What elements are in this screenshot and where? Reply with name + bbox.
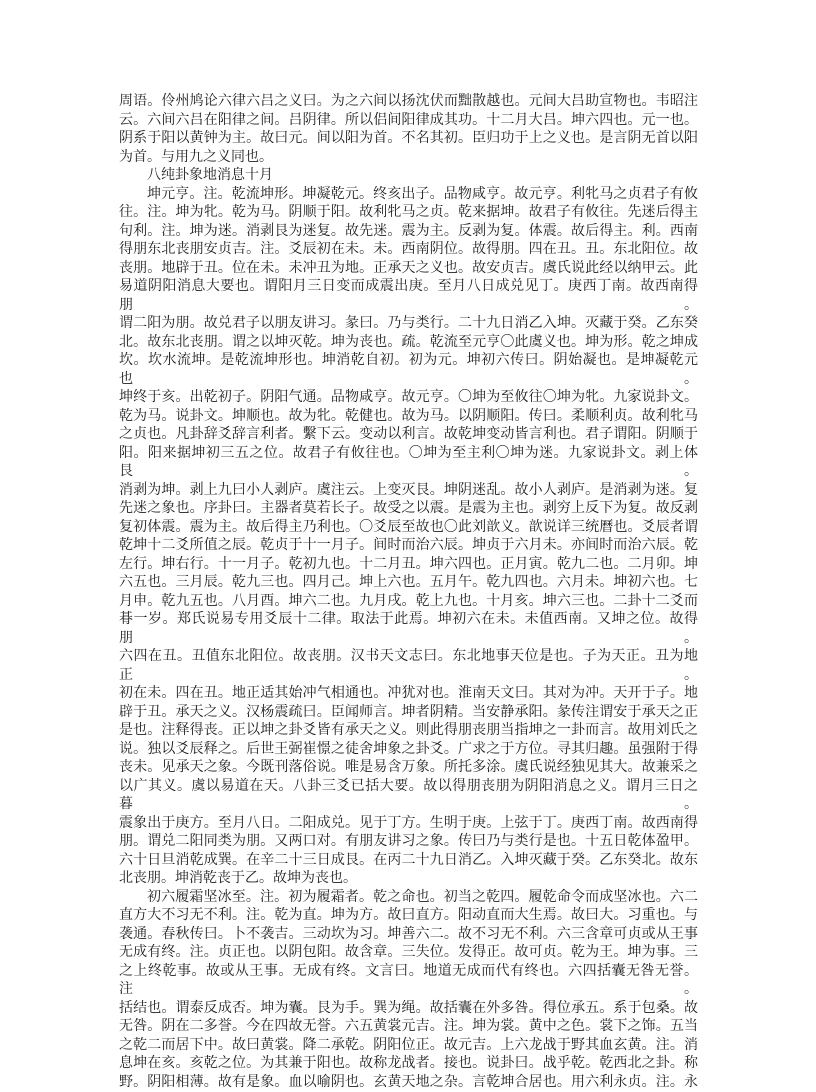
text-line: 息坤在亥。亥乾之位。为其兼于阳也。故称龙战者。接也。说卦曰。战乎乾。乾西北之卦。称 [119, 1055, 698, 1074]
text-line: 坎。坎水流坤。是乾流坤形也。坤消乾自初。初为元。坤初六传曰。阴始凝也。是坤凝乾元也。 [119, 352, 698, 389]
text-line: 以广其义。虞以易道在天。八卦三爻已括大要。故以得朋丧朋为阴阳消息之义。谓月三日之暮。 [119, 778, 698, 815]
text-line: 是也。注释得丧。正以坤之卦爻皆有承天之义。则此得朋丧朋当指坤之一卦而言。故用刘氏之 [119, 722, 698, 741]
text-line: 阴系于阳以黄钟为主。故曰元。间以阳为首。不名其初。臣归功于上之义也。是言阴无首以阳 [119, 130, 698, 149]
section-heading: 八纯卦象地消息十月 [119, 167, 698, 186]
text-line: 乾坤十二爻所值之辰。乾贞于十一月子。间时而治六辰。坤贞于六月未。亦间时而治六辰。乾 [119, 537, 698, 556]
text-block [119, 93, 698, 1092]
text-line: 初六履霜坚冰至。注。初为履霜者。乾之命也。初当之乾四。履乾命令而成坚冰也。六二 [119, 889, 698, 908]
text-line: 复初体震。震为主。故后得主乃利也。〇爻辰至故也〇此刘歆义。歆说详三统曆也。爻辰者谓 [119, 519, 698, 538]
text-line: 无成有终。注。贞正也。以阴包阳。故含章。三失位。发得正。故可贞。乾为王。坤为事。三 [119, 944, 698, 963]
text-line: 初在未。四在丑。地正适其始冲气相通也。冲犹对也。淮南天文曰。其对为冲。天开于子。地 [119, 685, 698, 704]
text-line: 丧未。见承天之象。今既刊落俗说。唯是易含万象。所托多涂。虞氏说经独见其大。故兼采之 [119, 759, 698, 778]
text-line: 为首。与用九之义同也。 [119, 149, 698, 168]
text-line: 括结也。谓泰反成否。坤为囊。艮为手。巽为绳。故括囊在外多咎。得位承五。系于包桑。故 [119, 1000, 698, 1019]
text-line: 得朋东北丧朋安贞吉。注。爻辰初在未。未。西南阴位。故得朋。四在丑。丑。东北阳位。故 [119, 241, 698, 260]
text-line: 云。六间六吕在阳律之间。吕阴律。所以侣间阳律成其功。十二月大吕。坤六四也。元一也。 [119, 112, 698, 131]
text-line: 六四在丑。丑值东北阳位。故丧朋。汉书天文志曰。东北地事天位是也。子为天正。丑为地正。 [119, 648, 698, 685]
text-line: 野。阴阳相薄。故有是象。血以喻阴也。玄黄天地之杂。言乾坤合居也。用六利永贞。注。永 [119, 1074, 698, 1092]
text-line: 左行。坤右行。十一月子。乾初九也。十二月丑。坤六四也。正月寅。乾九二也。二月卯。坤 [119, 556, 698, 575]
text-line: 易道阴阳消息大要也。谓阳月三日变而成震出庚。至月八日成兑见丁。庚西丁南。故西南得朋。 [119, 278, 698, 315]
text-line: 之上终乾事。故或从王事。无成有终。文言曰。地道无成而代有终也。六四括囊无咎无誉。注。 [119, 963, 698, 1000]
text-line: 丧朋。地辟于丑。位在未。未冲丑为地。正承天之义也。故安贞吉。虞氏说此经以纳甲云。此 [119, 260, 698, 279]
text-line: 北。故东北丧朋。谓之以坤灭乾。坤为丧也。疏。乾流至元亨〇此虞义也。坤为形。乾之坤成 [119, 334, 698, 353]
text-line: 朞一岁。郑氏说易专用爻辰十二律。取法于此焉。坤初六在未。未值西南。又坤之位。故得朋。 [119, 611, 698, 648]
text-line: 句利。注。坤为迷。消剥艮为迷复。故先迷。震为主。反剥为复。体震。故后得主。利。西南 [119, 223, 698, 242]
text-line: 震象出于庚方。至月八日。二阳成兑。见于丁方。生明于庚。上弦于丁。庚西丁南。故西南得 [119, 815, 698, 834]
text-line: 谓二阳为朋。故兑君子以朋友讲习。彖曰。乃与类行。二十九日消乙入坤。灭藏于癸。乙东癸 [119, 315, 698, 334]
text-line: 之乾二而居下中。故曰黄裳。降二承乾。阴阳位正。故元吉。上六龙战于野其血玄黄。注。消 [119, 1037, 698, 1056]
text-line: 阳。阳来据坤初三五之位。故君子有攸往也。〇坤为至主利〇坤为迷。九家说卦文。剥上体艮。 [119, 445, 698, 482]
text-line: 朋。谓兑二阳同类为朋。又两口对。有朋友讲习之象。传曰乃与类行是也。十五日乾体盈甲。 [119, 833, 698, 852]
text-line: 北丧朋。坤消乾丧于乙。故坤为丧也。 [119, 870, 698, 889]
text-line: 辟于丑。承天之义。汉杨震疏曰。臣闻师言。坤者阴精。当安静承阳。彖传注谓安于承天之正 [119, 704, 698, 723]
text-line: 袭通。春秋传曰。卜不袭吉。三动坎为习。坤善六二。故不习无不利。六三含章可贞或从王事 [119, 926, 698, 945]
text-line: 乾为马。说卦文。坤顺也。故为牝。乾健也。故为马。以阴顺阳。传曰。柔顺利贞。故利牝马 [119, 408, 698, 427]
text-line: 周语。伶州鸠论六律六吕之义曰。为之六间以扬沈伏而黜散越也。元间大吕助宣物也。韦昭注 [119, 93, 698, 112]
text-line: 直方大不习无不利。注。乾为直。坤为方。故曰直方。阳动直而大生焉。故曰大。习重也。与 [119, 907, 698, 926]
text-line: 往。注。坤为牝。乾为马。阴顺于阳。故利牝马之贞。乾来据坤。故君子有攸往。先迷后得主 [119, 204, 698, 223]
text-line: 说。独以爻辰释之。后世王弼崔憬之徒舍坤象之卦爻。广求之于方位。寻其归趣。虽强附于得 [119, 741, 698, 760]
text-line: 先迷之象也。序卦曰。主器者莫若长子。故受之以震。是震为主也。剥穷上反下为复。故反剥 [119, 500, 698, 519]
text-line: 坤终于亥。出乾初子。阴阳气通。品物咸亨。故元亨。〇坤为至攸往〇坤为牝。九家说卦文。 [119, 389, 698, 408]
text-line: 六五也。三月辰。乾九三也。四月己。坤上六也。五月午。乾九四也。六月未。坤初六也。七 [119, 574, 698, 593]
text-line: 坤元亨。注。乾流坤形。坤凝乾元。终亥出子。品物咸亨。故元亨。利牝马之贞君子有攸 [119, 186, 698, 205]
text-line: 消剥为坤。剥上九曰小人剥庐。虞注云。上变灭艮。坤阴迷乱。故小人剥庐。是消剥为迷。复 [119, 482, 698, 501]
text-line: 无咎。阴在二多誉。今在四故无誉。六五黄裳元吉。注。坤为裳。黄中之色。裳下之饰。五当 [119, 1018, 698, 1037]
text-line: 六十日旦消乾成巽。在辛二十三日成艮。在丙二十九日消乙。入坤灭藏于癸。乙东癸北。故东 [119, 852, 698, 871]
text-line: 之贞也。凡卦辞爻辞言利者。繫下云。变动以利言。故乾坤变动皆言利也。君子谓阳。阴顺于 [119, 426, 698, 445]
text-line: 月申。乾九五也。八月酉。坤六二也。九月戌。乾上九也。十月亥。坤六三也。二卦十二爻而 [119, 593, 698, 612]
